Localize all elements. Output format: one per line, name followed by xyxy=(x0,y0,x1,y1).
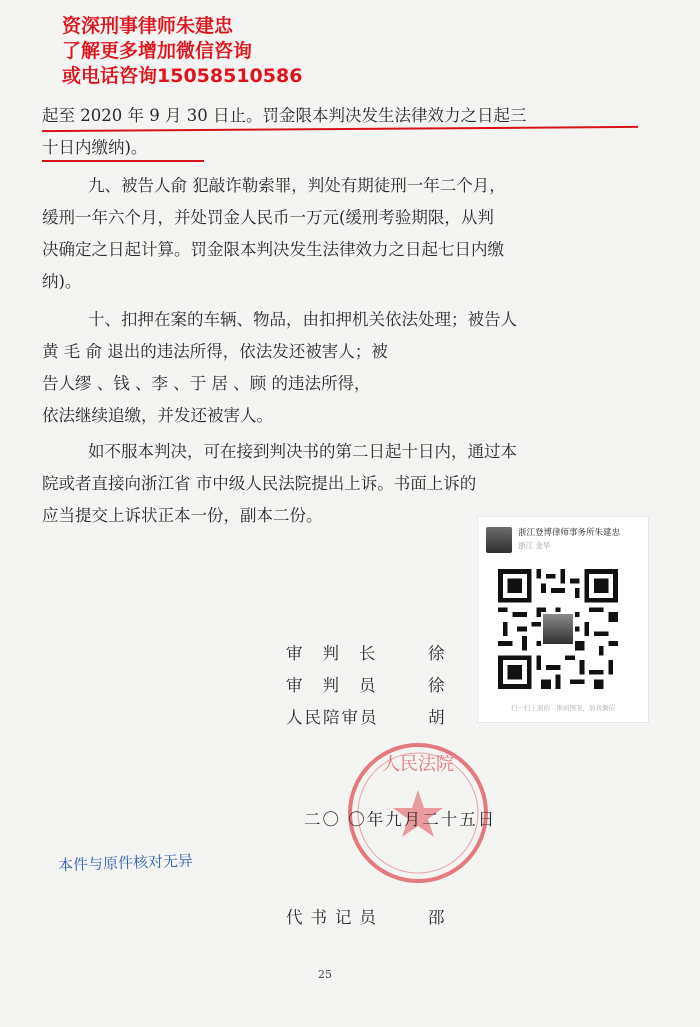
seal-text: 人民法院 xyxy=(382,754,454,775)
assessor-name: 胡 xyxy=(428,708,445,727)
chief-judge-role: 审判长 xyxy=(286,644,396,663)
para9-line3: 决确定之日起计算。罚金限本判决发生法律效力之日起七日内缴 xyxy=(42,240,504,259)
para10-line2: 黄 毛 俞 退出的违法所得，依法发还被害人；被 xyxy=(42,342,388,361)
para11-line3: 应当提交上诉状正本一份，副本二份。 xyxy=(42,506,323,525)
para10-line4: 依法继续追缴，并发还被害人。 xyxy=(42,406,273,425)
ad-line-2: 了解更多增加微信咨询 xyxy=(62,40,253,62)
verification-stamp: 本件与原件核对无异 xyxy=(57,851,194,875)
wechat-location: 浙江 金华 xyxy=(518,541,551,550)
ad-line-1: 资深刑事律师朱建忠 xyxy=(62,15,234,37)
para9-line2: 缓刑一年六个月，并处罚金人民币一万元(缓刑考验期限，从判 xyxy=(42,208,494,227)
para8-line2: 十日内缴纳)。 xyxy=(42,138,148,157)
judge-name: 徐 xyxy=(428,676,445,695)
judge-role: 审判员 xyxy=(286,676,396,695)
wechat-avatar xyxy=(486,527,512,553)
page-number: 25 xyxy=(318,968,332,981)
clerk-role: 代书记员 xyxy=(286,908,384,927)
para10-line1: 十、扣押在案的车辆、物品，由扣押机关依法处理；被告人 xyxy=(88,310,517,329)
para9-line1: 九、被告人俞 犯敲诈勒索罪，判处有期徒刑一年二个月， xyxy=(88,176,506,195)
para9-line4: 纳)。 xyxy=(42,272,82,291)
wechat-qr-card[interactable] xyxy=(477,516,649,723)
assessor-role: 人民陪审员 xyxy=(286,708,379,727)
wechat-name: 浙江登博律师事务所朱建忠 xyxy=(518,528,621,538)
wechat-scan-hint: 扫一扫上面的二维码图案，加我微信 xyxy=(511,704,615,712)
judgment-date: 二〇 〇年九月二十五日 xyxy=(304,810,497,829)
qr-center-avatar xyxy=(541,612,575,646)
chief-judge-name: 徐 xyxy=(428,644,445,663)
clerk-name: 邵 xyxy=(428,908,445,927)
red-underline-2 xyxy=(42,160,204,162)
para8-line1: 起至 2020 年 9 月 30 日止。罚金限本判决发生法律效力之日起三 xyxy=(42,106,527,125)
para11-line2: 院或者直接向浙江省 市中级人民法院提出上诉。书面上诉的 xyxy=(42,474,477,493)
para11-line1: 如不服本判决，可在接到判决书的第二日起十日内，通过本 xyxy=(88,442,517,461)
para10-line3: 告人缪 、钱 、李 、于 居 、顾 的违法所得， xyxy=(42,374,371,393)
ad-line-3: 或电话咨询15058510586 xyxy=(62,65,303,87)
